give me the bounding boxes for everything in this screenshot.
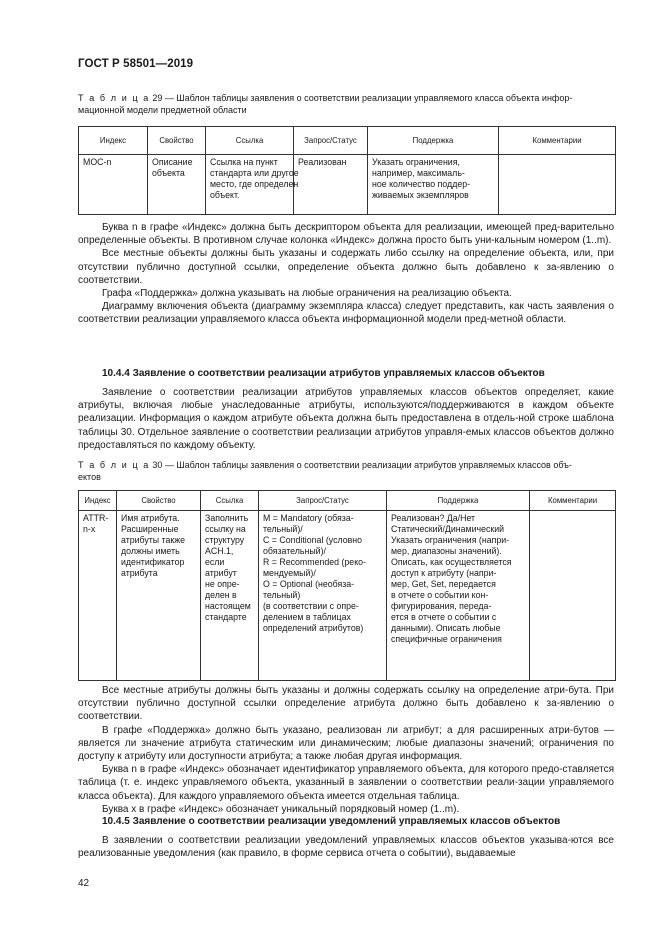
cell-line: (в соответствии с опре- — [263, 601, 359, 611]
header-cell: Индекс — [79, 491, 117, 511]
paragraph-block — [78, 386, 614, 452]
cell-line: ссылку на — [205, 524, 246, 534]
cell-line: делен в — [205, 590, 237, 600]
caption-label: Т а б л и ц а — [78, 460, 150, 470]
cell-line: M = Mandatory (обяза- — [263, 513, 354, 523]
table-29 — [78, 126, 616, 215]
paragraph-block — [78, 684, 614, 816]
paragraph-block — [78, 221, 614, 327]
cell-line: объекта — [152, 168, 185, 178]
table-cell — [259, 511, 387, 681]
header-cell: Ссылка — [201, 491, 259, 511]
cell-line: Описание — [152, 157, 193, 167]
paragraph: Графа «Поддержка» должна указывать на любые ограничения на реализацию объекта. — [102, 288, 512, 300]
header-cell: Свойство — [117, 491, 201, 511]
cell-line: Расширенные — [121, 524, 179, 534]
cell-line: доступ к атрибуту (напри- — [391, 568, 497, 578]
header-cell: Свойство — [148, 127, 206, 155]
paragraph: Все местные атрибуты должны быть указаны и должны содержать ссылку на определение атри-бута. При отсутствии публично доступной ссылки определение атрибута должно быть добавлено к за-явлению о соответствии. — [78, 685, 614, 723]
header-cell: Запрос/Статус — [259, 491, 387, 511]
paragraph: В графе «Поддержка» должно быть указано, реализован ли атрибут; а для расширенных атри-бутов — является ли значение атрибута статическим или динамическим; любые диапазоны значений; ограничения по доступу к атрибуту или доступности атрибута; а также любая другая информация. — [78, 724, 614, 763]
header-cell: Поддержка — [368, 127, 499, 155]
cell-line: атрибут — [205, 568, 237, 578]
cell-line: настоящем — [205, 601, 251, 611]
section-heading: 10.4.5 Заявление о соответствии реализации уведомлений управляемых классов объектов — [102, 816, 561, 827]
cell-line: R = Recommended (реко- — [263, 557, 366, 567]
table-header-row — [79, 491, 616, 511]
caption-label: Т а б л и ц а — [78, 93, 150, 103]
cell-line: если — [205, 557, 225, 567]
header-cell: Поддержка — [387, 491, 530, 511]
cell-line: структуру — [205, 535, 245, 545]
table-cell — [206, 155, 299, 215]
paragraph: Диаграмму включения объекта (диаграмму экземпляра класса) следует представить, как часть заявления о соответствии реализации управляемого класса объекта информационной модели пред-метной области. — [78, 301, 614, 326]
table-cell — [201, 511, 259, 681]
cell-line: мендуемый)/ — [263, 568, 316, 578]
caption-text-line2: мационной модели предметной области — [78, 105, 247, 115]
cell-line: например, максималь- — [372, 168, 465, 178]
cell-line: Указать ограничения, — [372, 157, 460, 167]
page-number: 42 — [78, 878, 90, 889]
cell-line: стандарте — [205, 612, 247, 622]
cell-line: мер, Get, Set, передается — [391, 579, 496, 589]
table-cell — [79, 511, 117, 681]
cell-line: не опре- — [205, 579, 240, 589]
cell-line: идентификатор — [121, 557, 185, 567]
table-cell — [79, 155, 148, 215]
table-cell — [368, 155, 499, 215]
cell-line: ATTR- — [83, 513, 109, 523]
paragraph: Буква n в графе «Индекс» обозначает идентификатор управляемого объекта, для которого предо-ставляется таблица (т. е. индекс управляемого объекта, указанный в заявлении о соответствии реали-зации управляемого класса объекта). Для каждого управляемого объекта имеется отдельная таблица. — [78, 764, 614, 802]
cell-line: тельный) — [263, 590, 301, 600]
table-30 — [78, 490, 616, 681]
cell-line: ное количество поддер- — [372, 179, 471, 189]
table-30-caption — [78, 459, 614, 483]
cell-line: Указать ограничения (напри- — [391, 535, 510, 545]
header-cell: Индекс — [79, 127, 148, 155]
cell-line: Заполнить — [205, 513, 249, 523]
caption-text: 29 — Шаблон таблицы заявления о соответствии реализации управляемого класса объекта инфор- — [149, 93, 573, 103]
paragraph: Буква n в графе «Индекс» должна быть дескриптором объекта для реализации, имеющей пред-варительно определенные объекты. В противном случае колонка «Индекс» должна просто быть уни-кальным номером (1..m). — [78, 222, 614, 247]
caption-text: 30 — Шаблон таблицы заявления о соответствии реализации атрибутов управляемых классов объ- — [149, 460, 572, 470]
cell-line: ACH.1, — [205, 546, 234, 556]
table-cell — [294, 155, 368, 215]
table-cell — [117, 511, 201, 681]
table-header-row — [79, 127, 616, 155]
paragraph: Буква x в графе «Индекс» обозначает уникальный порядковый номер (1..m). — [102, 803, 460, 815]
cell-line: Ссылка на пункт — [210, 157, 278, 167]
section-heading: 10.4.4 Заявление о соответствии реализации атрибутов управляемых классов объектов — [102, 368, 545, 379]
header-cell: Комментарии — [530, 491, 616, 511]
cell-line: C = Conditional (условно — [263, 535, 363, 545]
cell-line: определений атрибутов) — [263, 623, 364, 633]
table-29-caption — [78, 92, 614, 116]
cell-line: n-x — [83, 524, 96, 534]
cell-line: делением в таблицах — [263, 612, 351, 622]
paragraph: Заявление о соответствии реализации атрибутов управляемых классов объектов определяет, какие атрибуты, включая любые унаследованные атрибуты, используются/поддерживаются в каждом объекте реализации. Информация о каждом атрибуте объекта должна быть предоставлена в отдель-ной строке шаблона таблицы 30. Отдельное заявление о соответствии реализации атрибутов управля-емых классов объектов должно предоставляться по каждому объекту. — [78, 387, 614, 451]
cell-line: живаемых экземпляров — [372, 190, 469, 200]
table-cell — [148, 155, 206, 215]
cell-line: атрибута — [121, 568, 158, 578]
cell-line: Имя атрибута. — [121, 513, 180, 523]
cell-line: фигурирования, переда- — [391, 601, 492, 611]
table-cell — [387, 511, 530, 681]
paragraph: Все местные объекты должны быть указаны и содержать либо ссылку на определение объекта, или, при отсутствии публично доступной ссылки, определение объекта должно быть добавлено к за-явлению о соответствии. — [78, 248, 614, 286]
table-cell — [499, 155, 616, 215]
cell-line: Реализован — [298, 157, 347, 167]
cell-line: в отчете о событии кон- — [391, 590, 489, 600]
cell-line: должны иметь — [121, 546, 180, 556]
cell-line: Реализован? Да/Нет — [391, 513, 476, 523]
cell-line: тельный)/ — [263, 524, 303, 534]
paragraph: В заявлении о соответствии реализации уведомлений управляемых классов объектов указыва-ются все реализованные уведомления (как правило, в форме сервиса отчета о событии), выдаваемые — [78, 835, 614, 860]
caption-text-line2: ектов — [78, 472, 101, 482]
header-cell: Ссылка — [206, 127, 294, 155]
cell-line: стандарта или другое — [210, 168, 299, 178]
cell-line: данными). Описать любые — [391, 623, 501, 633]
table-row — [79, 511, 616, 681]
cell-line: специфичные ограничения — [391, 634, 502, 644]
header-cell: Запрос/Статус — [294, 127, 368, 155]
table-row — [79, 155, 616, 215]
cell-line: обязательный)/ — [263, 546, 326, 556]
paragraph-block — [78, 834, 614, 860]
cell-line: объект. — [210, 190, 240, 200]
table-cell — [530, 511, 616, 681]
cell-line: Статический/Динамический — [391, 524, 505, 534]
cell-line: место, где определен — [210, 179, 299, 189]
cell-line: Описать, как осуществляется — [391, 557, 512, 567]
cell-line: мер, диапазоны значений). — [391, 546, 502, 556]
cell-line: атрибуты также — [121, 535, 186, 545]
standard-header: ГОСТ Р 58501—2019 — [78, 58, 194, 70]
cell-line: ется в отчете о событии с — [391, 612, 497, 622]
cell-line: O = Optional (необяза- — [263, 579, 355, 589]
header-cell: Комментарии — [499, 127, 616, 155]
cell-line: МОС-n — [83, 157, 112, 167]
